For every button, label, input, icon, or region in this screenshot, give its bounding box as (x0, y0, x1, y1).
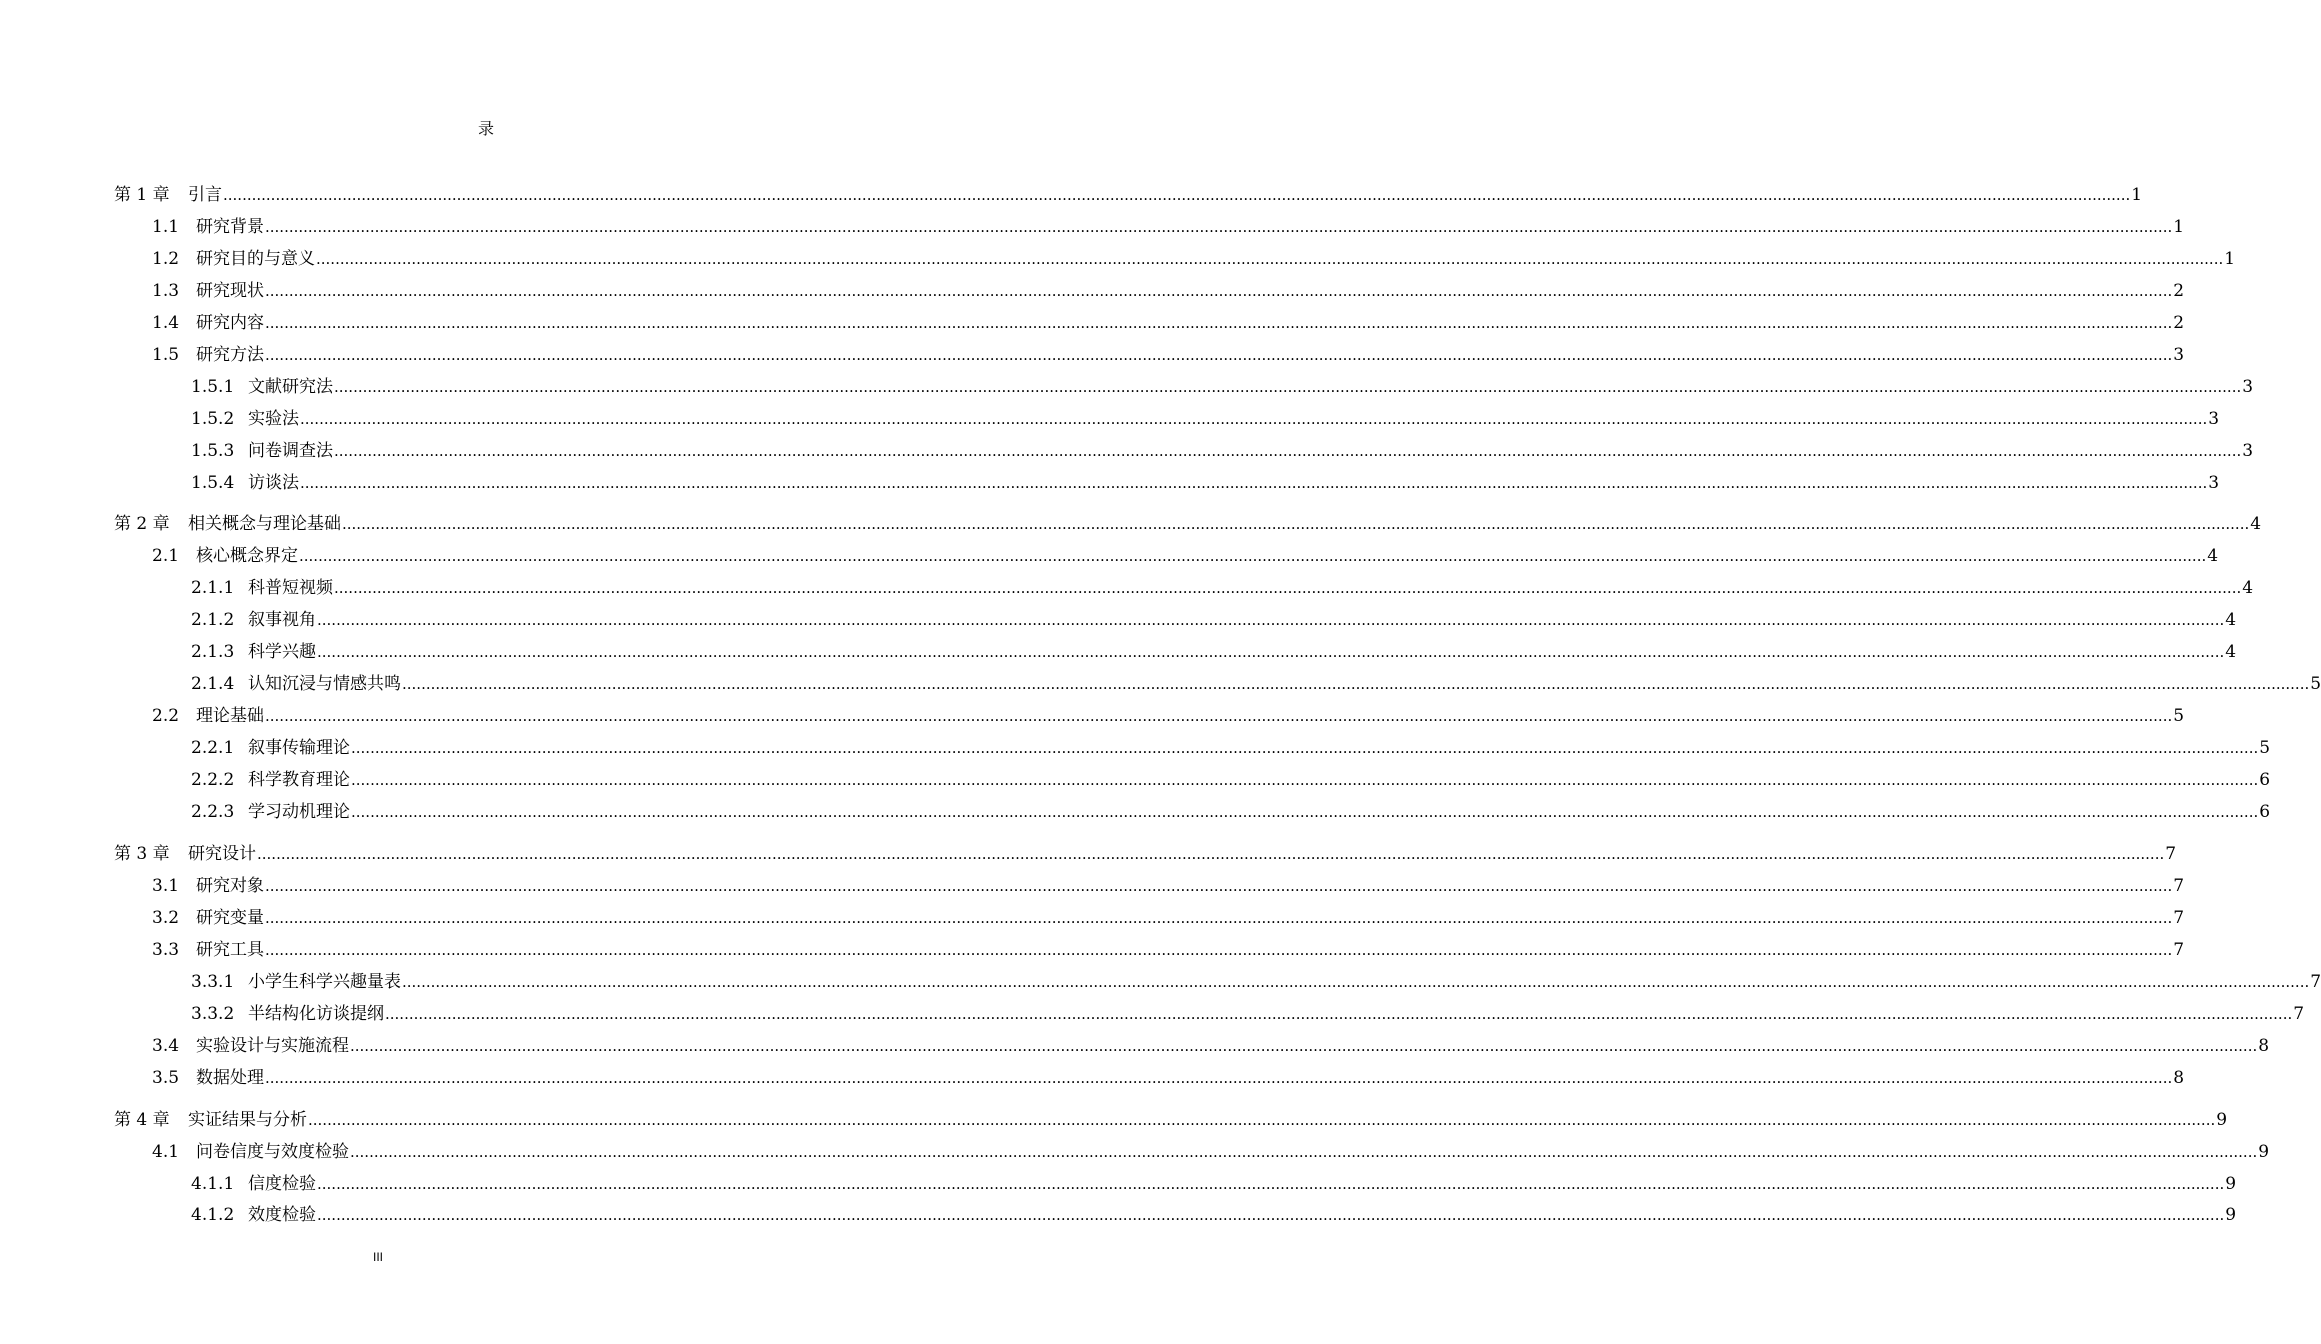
toc-entry-number: 3.3.1 (191, 972, 235, 992)
toc-entry-number: 3.3 (152, 940, 180, 960)
toc-dot-leader: ................................................................................................................................................................................................................................................................................................................................................................................................................ (265, 314, 2173, 332)
toc-entry-number: 2.2.2 (191, 770, 235, 790)
toc-entry[interactable] (152, 214, 2185, 238)
toc-entry-page: 5 (2310, 674, 2321, 694)
toc-entry-number: 3.1 (152, 876, 180, 896)
toc-dot-leader: ................................................................................................................................................................................................................................................................................................................................................................................................................ (265, 941, 2173, 959)
toc-entry[interactable] (152, 703, 2185, 727)
toc-dot-leader: ................................................................................................................................................................................................................................................................................................................................................................................................................ (351, 771, 2259, 789)
toc-entry-page: 8 (2173, 1068, 2185, 1088)
toc-entry-title: 认知沉浸与情感共鸣 (248, 674, 401, 694)
toc-entry-title: 问卷信度与效度检验 (196, 1142, 349, 1162)
toc-entry-title: 效度检验 (248, 1205, 316, 1225)
toc-entry[interactable] (114, 511, 2262, 535)
toc-entry-page: 7 (2165, 844, 2177, 864)
toc-entry-page: 9 (2225, 1174, 2237, 1194)
toc-dot-leader: ................................................................................................................................................................................................................................................................................................................................................................................................................ (257, 845, 2165, 863)
toc-entry-number: 2.1 (152, 546, 180, 566)
toc-entry-number: 1.2 (152, 249, 180, 269)
toc-entry-title: 理论基础 (196, 706, 264, 726)
toc-entry-page: 3 (2242, 441, 2254, 461)
toc-entry-number: 3.2 (152, 908, 180, 928)
toc-entry-number: 1.3 (152, 281, 180, 301)
toc-dot-leader: ................................................................................................................................................................................................................................................................................................................................................................................................................ (402, 973, 2310, 991)
toc-entry-number: 第 3 章 (114, 844, 170, 864)
toc-entry[interactable] (191, 639, 2237, 663)
toc-entry-page: 1 (2224, 249, 2236, 269)
toc-entry-page: 4 (2242, 578, 2254, 598)
toc-dot-leader: ................................................................................................................................................................................................................................................................................................................................................................................................................ (316, 250, 2224, 268)
toc-dot-leader: ................................................................................................................................................................................................................................................................................................................................................................................................................ (402, 675, 2310, 693)
toc-entry-title: 半结构化访谈提纲 (248, 1004, 384, 1024)
toc-dot-leader: ................................................................................................................................................................................................................................................................................................................................................................................................................ (350, 1143, 2258, 1161)
toc-entry[interactable] (191, 735, 2271, 759)
toc-entry-title: 叙事传输理论 (248, 738, 350, 758)
toc-entry[interactable] (191, 799, 2271, 823)
toc-entry[interactable] (191, 438, 2254, 462)
toc-entry-title: 科普短视频 (248, 578, 333, 598)
toc-entry-number: 2.2.1 (191, 738, 235, 758)
toc-entry-number: 第 1 章 (114, 185, 170, 205)
toc-entry-title: 实验法 (248, 409, 299, 429)
toc-entry-number: 1.5 (152, 345, 180, 365)
toc-entry-page: 9 (2216, 1110, 2228, 1130)
toc-entry-number: 4.1.2 (191, 1205, 235, 1225)
toc-entry-number: 1.5.3 (191, 441, 235, 461)
toc-dot-leader: ................................................................................................................................................................................................................................................................................................................................................................................................................ (299, 547, 2207, 565)
toc-dot-leader: ................................................................................................................................................................................................................................................................................................................................................................................................................ (334, 579, 2242, 597)
toc-entry-page: 4 (2250, 514, 2262, 534)
toc-entry-title: 数据处理 (196, 1068, 264, 1088)
toc-entry-title: 访谈法 (248, 473, 299, 493)
toc-entry-page: 8 (2258, 1036, 2270, 1056)
toc-entry-page: 5 (2173, 706, 2185, 726)
toc-entry-title: 研究对象 (196, 876, 264, 896)
toc-entry-number: 3.5 (152, 1068, 180, 1088)
toc-entry[interactable] (191, 575, 2254, 599)
toc-entry-title: 研究工具 (196, 940, 264, 960)
toc-dot-leader: ................................................................................................................................................................................................................................................................................................................................................................................................................ (223, 186, 2131, 204)
toc-entry[interactable] (191, 406, 2220, 430)
toc-entry-number: 4.1 (152, 1142, 180, 1162)
toc-entry-page: 3 (2242, 377, 2254, 397)
toc-entry-number: 第 2 章 (114, 514, 170, 534)
toc-entry[interactable] (152, 342, 2185, 366)
toc-entry[interactable] (191, 607, 2237, 631)
toc-dot-leader: ................................................................................................................................................................................................................................................................................................................................................................................................................ (342, 515, 2250, 533)
toc-dot-leader: ................................................................................................................................................................................................................................................................................................................................................................................................................ (265, 346, 2173, 364)
toc-entry[interactable] (152, 937, 2185, 961)
toc-entry[interactable] (191, 767, 2271, 791)
toc-entry[interactable] (191, 1001, 2305, 1025)
toc-entry-number: 4.1.1 (191, 1174, 235, 1194)
toc-dot-leader: ................................................................................................................................................................................................................................................................................................................................................................................................................ (308, 1111, 2216, 1129)
page-number-footer: III (372, 1250, 383, 1264)
toc-heading: 录 (477, 119, 494, 138)
toc-entry[interactable] (114, 1107, 2228, 1131)
toc-entry-number: 1.5.2 (191, 409, 235, 429)
toc-dot-leader: ................................................................................................................................................................................................................................................................................................................................................................................................................ (317, 611, 2225, 629)
toc-entry[interactable] (152, 543, 2219, 567)
toc-dot-leader: ................................................................................................................................................................................................................................................................................................................................................................................................................ (351, 803, 2259, 821)
toc-dot-leader: ................................................................................................................................................................................................................................................................................................................................................................................................................ (317, 1206, 2225, 1224)
toc-entry-page: 7 (2173, 908, 2185, 928)
toc-entry-title: 信度检验 (248, 1174, 316, 1194)
toc-dot-leader: ................................................................................................................................................................................................................................................................................................................................................................................................................ (265, 1069, 2173, 1087)
toc-dot-leader: ................................................................................................................................................................................................................................................................................................................................................................................................................ (317, 1175, 2225, 1193)
toc-dot-leader: ................................................................................................................................................................................................................................................................................................................................................................................................................ (300, 474, 2208, 492)
toc-entry-page: 7 (2173, 940, 2185, 960)
toc-entry-page: 7 (2173, 876, 2185, 896)
toc-entry-title: 问卷调查法 (248, 441, 333, 461)
toc-entry-title: 相关概念与理论基础 (188, 514, 341, 534)
toc-entry[interactable] (191, 1171, 2237, 1195)
toc-dot-leader: ................................................................................................................................................................................................................................................................................................................................................................................................................ (351, 739, 2259, 757)
toc-entry[interactable] (191, 1202, 2237, 1226)
toc-entry-page: 4 (2225, 642, 2237, 662)
toc-entry-title: 科学兴趣 (248, 642, 316, 662)
toc-entry-page: 7 (2293, 1004, 2305, 1024)
toc-entry-number: 2.2.3 (191, 802, 235, 822)
toc-entry[interactable] (152, 278, 2185, 302)
toc-entry-title: 文献研究法 (248, 377, 333, 397)
toc-dot-leader: ................................................................................................................................................................................................................................................................................................................................................................................................................ (300, 410, 2208, 428)
toc-entry-title: 研究内容 (196, 313, 264, 333)
toc-dot-leader: ................................................................................................................................................................................................................................................................................................................................................................................................................ (265, 707, 2173, 725)
toc-dot-leader: ................................................................................................................................................................................................................................................................................................................................................................................................................ (265, 909, 2173, 927)
toc-dot-leader: ................................................................................................................................................................................................................................................................................................................................................................................................................ (350, 1037, 2258, 1055)
toc-entry-number: 3.3.2 (191, 1004, 235, 1024)
toc-entry-page: 2 (2173, 313, 2185, 333)
toc-entry-page: 1 (2131, 185, 2143, 205)
toc-entry-title: 叙事视角 (248, 610, 316, 630)
toc-entry-page: 3 (2208, 473, 2220, 493)
toc-entry[interactable] (152, 246, 2236, 270)
toc-entry-title: 学习动机理论 (248, 802, 350, 822)
toc-entry-page: 6 (2259, 802, 2271, 822)
toc-entry-number: 3.4 (152, 1036, 180, 1056)
toc-entry-page: 4 (2207, 546, 2219, 566)
toc-entry[interactable] (152, 905, 2185, 929)
toc-entry-title: 小学生科学兴趣量表 (248, 972, 401, 992)
toc-entry-title: 研究变量 (196, 908, 264, 928)
toc-entry-title: 实证结果与分析 (188, 1110, 307, 1130)
toc-entry-number: 1.4 (152, 313, 180, 333)
toc-dot-leader: ................................................................................................................................................................................................................................................................................................................................................................................................................ (334, 442, 2242, 460)
toc-entry[interactable] (152, 1033, 2270, 1057)
toc-entry-number: 1.5.1 (191, 377, 235, 397)
toc-entry-page: 6 (2259, 770, 2271, 790)
toc-entry-number: 2.1.3 (191, 642, 235, 662)
toc-entry-title: 研究现状 (196, 281, 264, 301)
toc-entry-page: 4 (2225, 610, 2237, 630)
toc-entry-number: 2.1.1 (191, 578, 235, 598)
toc-entry[interactable] (191, 671, 2321, 695)
toc-entry[interactable] (191, 470, 2220, 494)
toc-dot-leader: ................................................................................................................................................................................................................................................................................................................................................................................................................ (265, 218, 2173, 236)
toc-entry-title: 科学教育理论 (248, 770, 350, 790)
toc-entry-page: 3 (2173, 345, 2185, 365)
toc-entry-number: 1.1 (152, 217, 180, 237)
toc-entry-page: 3 (2208, 409, 2220, 429)
toc-entry-page: 9 (2258, 1142, 2270, 1162)
toc-entry[interactable] (191, 969, 2321, 993)
toc-dot-leader: ................................................................................................................................................................................................................................................................................................................................................................................................................ (265, 877, 2173, 895)
toc-dot-leader: ................................................................................................................................................................................................................................................................................................................................................................................................................ (265, 282, 2173, 300)
toc-entry-title: 核心概念界定 (196, 546, 298, 566)
toc-entry-number: 2.1.4 (191, 674, 235, 694)
toc-entry-page: 9 (2225, 1205, 2237, 1225)
toc-entry-page: 2 (2173, 281, 2185, 301)
toc-entry[interactable] (114, 841, 2177, 865)
toc-entry-title: 研究目的与意义 (196, 249, 315, 269)
toc-entry[interactable] (152, 1139, 2270, 1163)
toc-entry[interactable] (191, 374, 2254, 398)
toc-entry-number: 第 4 章 (114, 1110, 170, 1130)
toc-entry[interactable] (152, 873, 2185, 897)
toc-entry-title: 研究方法 (196, 345, 264, 365)
toc-entry-title: 研究设计 (188, 844, 256, 864)
toc-entry-title: 研究背景 (196, 217, 264, 237)
toc-entry-page: 1 (2173, 217, 2185, 237)
toc-entry[interactable] (152, 1065, 2185, 1089)
toc-dot-leader: ................................................................................................................................................................................................................................................................................................................................................................................................................ (385, 1005, 2293, 1023)
toc-dot-leader: ................................................................................................................................................................................................................................................................................................................................................................................................................ (334, 378, 2242, 396)
toc-entry-page: 5 (2259, 738, 2271, 758)
toc-entry-title: 实验设计与实施流程 (196, 1036, 349, 1056)
toc-entry-number: 2.2 (152, 706, 180, 726)
toc-entry-number: 1.5.4 (191, 473, 235, 493)
toc-dot-leader: ................................................................................................................................................................................................................................................................................................................................................................................................................ (317, 643, 2225, 661)
toc-entry-title: 引言 (188, 185, 222, 205)
toc-entry-page: 7 (2310, 972, 2321, 992)
toc-entry[interactable] (152, 310, 2185, 334)
toc-entry[interactable] (114, 182, 2143, 206)
toc-entry-number: 2.1.2 (191, 610, 235, 630)
